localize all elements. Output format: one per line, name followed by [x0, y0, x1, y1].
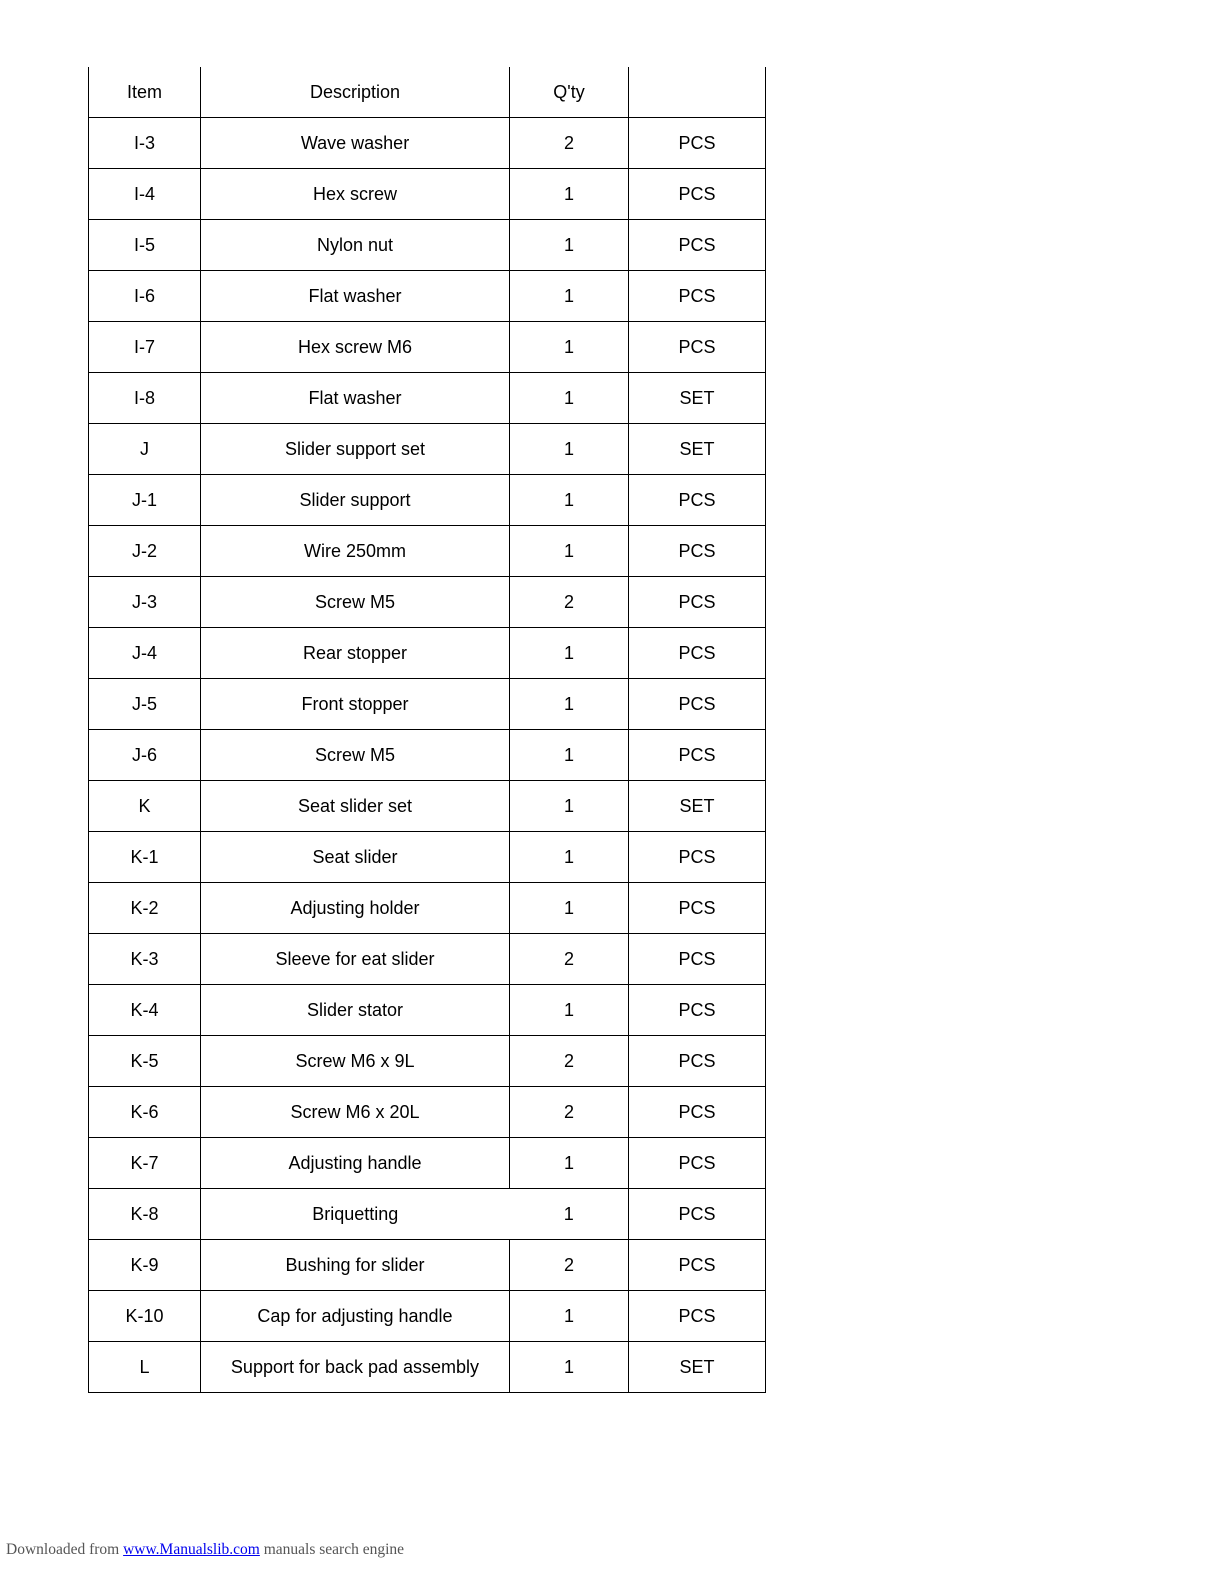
table-row	[89, 169, 766, 220]
row-description-cell: Screw M5	[201, 730, 510, 781]
row-description-cell: Briquetting	[201, 1189, 510, 1240]
row-unit-cell: PCS	[629, 628, 766, 679]
table-row	[89, 832, 766, 883]
row-qty-cell: 1	[510, 220, 629, 271]
row-item-cell: K-3	[89, 934, 201, 985]
row-qty-cell: 1	[510, 424, 629, 475]
row-item-cell: L	[89, 1342, 201, 1393]
row-description-cell: Hex screw	[201, 169, 510, 220]
row-item-cell: J-4	[89, 628, 201, 679]
row-qty-cell: 2	[510, 118, 629, 169]
row-unit-cell: PCS	[629, 1036, 766, 1087]
row-item-cell: J-6	[89, 730, 201, 781]
row-description-cell: Slider support	[201, 475, 510, 526]
header-unit	[629, 67, 766, 118]
table-row	[89, 577, 766, 628]
row-unit-cell: SET	[629, 781, 766, 832]
row-unit-cell: PCS	[629, 1189, 766, 1240]
table-row	[89, 781, 766, 832]
table-row	[89, 220, 766, 271]
table-row	[89, 373, 766, 424]
row-description-cell: Slider support set	[201, 424, 510, 475]
row-unit-cell: PCS	[629, 118, 766, 169]
manualslib-link[interactable]: www.Manualslib.com	[123, 1541, 260, 1558]
row-description-cell: Seat slider set	[201, 781, 510, 832]
table-row	[89, 1291, 766, 1342]
row-item-cell: I-6	[89, 271, 201, 322]
table-row	[89, 118, 766, 169]
row-qty-cell: 2	[510, 1036, 629, 1087]
table-row	[89, 1138, 766, 1189]
table-row	[89, 628, 766, 679]
table-row	[89, 424, 766, 475]
row-item-cell: K-6	[89, 1087, 201, 1138]
row-item-cell: I-7	[89, 322, 201, 373]
header-qty: Q'ty	[510, 67, 629, 118]
row-unit-cell: PCS	[629, 985, 766, 1036]
row-description-cell: Wave washer	[201, 118, 510, 169]
row-qty-cell: 1	[510, 985, 629, 1036]
table-row	[89, 883, 766, 934]
row-item-cell: I-4	[89, 169, 201, 220]
table-row	[89, 1342, 766, 1393]
row-description-cell: Cap for adjusting handle	[201, 1291, 510, 1342]
row-item-cell: J-1	[89, 475, 201, 526]
row-unit-cell: PCS	[629, 730, 766, 781]
row-unit-cell: PCS	[629, 1138, 766, 1189]
row-unit-cell: PCS	[629, 271, 766, 322]
row-unit-cell: PCS	[629, 169, 766, 220]
row-unit-cell: PCS	[629, 577, 766, 628]
table-row	[89, 475, 766, 526]
row-description-cell: Bushing for slider	[201, 1240, 510, 1291]
header-description: Description	[201, 67, 510, 118]
table-row	[89, 730, 766, 781]
row-item-cell: J-5	[89, 679, 201, 730]
row-item-cell: I-3	[89, 118, 201, 169]
row-item-cell: I-8	[89, 373, 201, 424]
row-unit-cell: PCS	[629, 1087, 766, 1138]
row-item-cell: K-2	[89, 883, 201, 934]
table-row	[89, 271, 766, 322]
row-qty-cell: 1	[510, 1342, 629, 1393]
row-qty-cell: 1	[510, 169, 629, 220]
row-unit-cell: SET	[629, 424, 766, 475]
row-qty-cell: 1	[510, 730, 629, 781]
row-qty-cell: 1	[510, 883, 629, 934]
row-qty-cell: 1	[510, 679, 629, 730]
row-description-cell: Screw M5	[201, 577, 510, 628]
table-header-row	[89, 67, 766, 118]
row-item-cell: J	[89, 424, 201, 475]
table-row	[89, 1189, 766, 1240]
row-unit-cell: PCS	[629, 1240, 766, 1291]
row-unit-cell: PCS	[629, 934, 766, 985]
row-qty-cell: 1	[510, 322, 629, 373]
row-qty-cell: 1	[510, 475, 629, 526]
header-item: Item	[89, 67, 201, 118]
table-row	[89, 934, 766, 985]
row-description-cell: Adjusting handle	[201, 1138, 510, 1189]
row-unit-cell: PCS	[629, 220, 766, 271]
row-description-cell: Wire 250mm	[201, 526, 510, 577]
table-row	[89, 1240, 766, 1291]
row-description-cell: Seat slider	[201, 832, 510, 883]
row-description-cell: Flat washer	[201, 271, 510, 322]
row-qty-cell: 1	[510, 832, 629, 883]
row-description-cell: Nylon nut	[201, 220, 510, 271]
row-item-cell: K-5	[89, 1036, 201, 1087]
table-row	[89, 679, 766, 730]
download-footer	[6, 1541, 404, 1559]
table-body	[89, 118, 766, 1393]
row-qty-cell: 1	[510, 1291, 629, 1342]
row-qty-cell: 1	[510, 373, 629, 424]
row-qty-cell: 2	[510, 934, 629, 985]
row-qty-cell: 2	[510, 1240, 629, 1291]
row-qty-cell: 1	[510, 526, 629, 577]
row-item-cell: J-2	[89, 526, 201, 577]
row-unit-cell: PCS	[629, 526, 766, 577]
footer-prefix: Downloaded from	[6, 1541, 120, 1558]
row-qty-cell: 2	[510, 1087, 629, 1138]
row-item-cell: K-1	[89, 832, 201, 883]
row-description-cell: Screw M6 x 9L	[201, 1036, 510, 1087]
row-description-cell: Hex screw M6	[201, 322, 510, 373]
table-row	[89, 1036, 766, 1087]
row-description-cell: Rear stopper	[201, 628, 510, 679]
row-description-cell: Flat washer	[201, 373, 510, 424]
row-description-cell: Slider stator	[201, 985, 510, 1036]
row-unit-cell: SET	[629, 1342, 766, 1393]
row-unit-cell: PCS	[629, 832, 766, 883]
table-row	[89, 526, 766, 577]
row-item-cell: K-7	[89, 1138, 201, 1189]
row-item-cell: I-5	[89, 220, 201, 271]
row-unit-cell: PCS	[629, 322, 766, 373]
footer-suffix: manuals search engine	[263, 1541, 405, 1558]
row-unit-cell: PCS	[629, 679, 766, 730]
row-qty-cell: 1	[510, 1189, 629, 1240]
row-description-cell: Front stopper	[201, 679, 510, 730]
row-qty-cell: 1	[510, 781, 629, 832]
row-item-cell: J-3	[89, 577, 201, 628]
row-description-cell: Support for back pad assembly	[201, 1342, 510, 1393]
row-qty-cell: 1	[510, 628, 629, 679]
row-unit-cell: PCS	[629, 1291, 766, 1342]
row-unit-cell: PCS	[629, 883, 766, 934]
table-row	[89, 985, 766, 1036]
row-qty-cell: 1	[510, 271, 629, 322]
row-qty-cell: 1	[510, 1138, 629, 1189]
row-qty-cell: 2	[510, 577, 629, 628]
row-item-cell: K-8	[89, 1189, 201, 1240]
parts-list-table	[88, 67, 766, 1393]
row-description-cell: Sleeve for eat slider	[201, 934, 510, 985]
row-item-cell: K	[89, 781, 201, 832]
row-item-cell: K-10	[89, 1291, 201, 1342]
row-unit-cell: PCS	[629, 475, 766, 526]
row-description-cell: Screw M6 x 20L	[201, 1087, 510, 1138]
row-description-cell: Adjusting holder	[201, 883, 510, 934]
table-row	[89, 1087, 766, 1138]
table-row	[89, 322, 766, 373]
row-item-cell: K-9	[89, 1240, 201, 1291]
row-unit-cell: SET	[629, 373, 766, 424]
row-item-cell: K-4	[89, 985, 201, 1036]
